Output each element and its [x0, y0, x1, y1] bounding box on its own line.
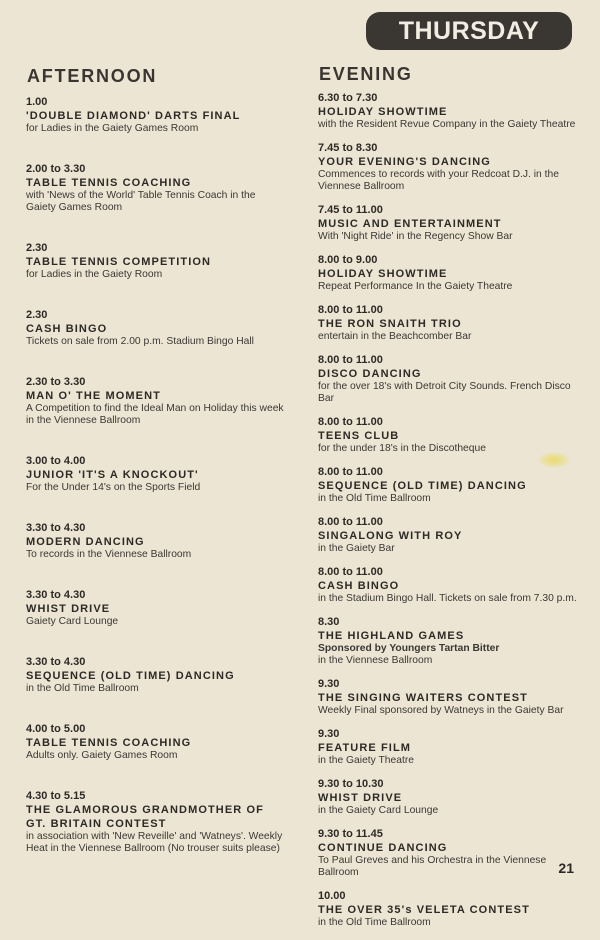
event-description: Gaiety Card Lounge: [26, 616, 119, 627]
event-title: MODERN DANCING: [26, 536, 145, 548]
evening-event: [318, 616, 583, 667]
event-title: TABLE TENNIS COMPETITION: [26, 256, 212, 268]
event-title: THE SINGING WAITERS CONTEST: [318, 692, 528, 704]
afternoon-column: [26, 96, 288, 883]
day-tab: THURSDAY: [366, 12, 572, 50]
event-description: With 'Night Ride' in the Regency Show Bar: [318, 231, 513, 242]
event-time: 2.30: [26, 309, 48, 321]
event-title: THE GLAMOROUS GRANDMOTHER OF GT. BRITAIN CONTEST: [26, 804, 264, 830]
evening-event: [318, 254, 583, 293]
yellow-stain: [538, 452, 570, 468]
event-title: 'DOUBLE DIAMOND' DARTS FINAL: [26, 110, 241, 122]
evening-event: [318, 354, 583, 405]
event-time: 8.00 to 11.00: [318, 416, 383, 428]
event-time: 3.30 to 4.30: [26, 656, 86, 668]
event-description: with the Resident Revue Company in the Gaiety Theatre: [318, 119, 576, 130]
event-title: TEENS CLUB: [318, 430, 400, 442]
event-title: WHIST DRIVE: [318, 792, 403, 804]
event-title: JUNIOR 'IT'S A KNOCKOUT': [26, 469, 199, 481]
event-time: 3.00 to 4.00: [26, 455, 86, 467]
afternoon-event: [26, 790, 288, 855]
event-title: SEQUENCE (OLD TIME) DANCING: [26, 670, 235, 682]
event-description: Commences to records with your Redcoat D.J. in the Viennese Ballroom: [318, 169, 559, 192]
event-time: 10.00: [318, 890, 346, 902]
event-description: For the Under 14's on the Sports Field: [26, 482, 201, 493]
event-time: 6.30 to 7.30: [318, 92, 378, 104]
event-description: for Ladies in the Gaiety Games Room: [26, 123, 199, 134]
evening-event: [318, 304, 583, 343]
event-time: 9.30 to 10.30: [318, 778, 384, 790]
event-title: THE OVER 35's VELETA CONTEST: [318, 904, 530, 916]
afternoon-heading: AFTERNOON: [27, 66, 158, 86]
afternoon-event: [26, 522, 288, 561]
event-title: MUSIC AND ENTERTAINMENT: [318, 218, 502, 230]
event-title: CASH BINGO: [318, 580, 400, 592]
event-time: 8.00 to 9.00: [318, 254, 378, 266]
event-time: 7.45 to 11.00: [318, 204, 383, 216]
event-description: in the Gaiety Theatre: [318, 755, 414, 766]
afternoon-event: [26, 455, 288, 494]
event-time: 4.00 to 5.00: [26, 723, 86, 735]
event-time: 9.30 to 11.45: [318, 828, 383, 840]
event-title: HOLIDAY SHOWTIME: [318, 268, 448, 280]
evening-event: [318, 516, 583, 555]
evening-event: [318, 416, 583, 455]
event-description: with 'News of the World' Table Tennis Coach in the Gaiety Games Room: [26, 190, 256, 213]
event-description: entertain in the Beachcomber Bar: [318, 331, 472, 342]
event-description: in the Old Time Ballroom: [318, 917, 431, 928]
evening-event: [318, 142, 583, 193]
event-description: Tickets on sale from 2.00 p.m. Stadium Bingo Hall: [26, 336, 254, 347]
event-title: TABLE TENNIS COACHING: [26, 737, 192, 749]
evening-heading: EVENING: [319, 64, 413, 84]
event-description: in the Stadium Bingo Hall. Tickets on sale from 7.30 p.m.: [318, 593, 577, 604]
event-time: 9.30: [318, 678, 340, 690]
evening-event: [318, 466, 583, 505]
event-title: FEATURE FILM: [318, 742, 412, 754]
event-description: in the Old Time Ballroom: [26, 683, 139, 694]
event-sponsor: Sponsored by Youngers Tartan Bitter: [318, 643, 500, 654]
event-title: MAN O' THE MOMENT: [26, 390, 161, 402]
event-time: 8.00 to 11.00: [318, 516, 383, 528]
event-time: 2.00 to 3.30: [26, 163, 86, 175]
event-title: THE HIGHLAND GAMES: [318, 630, 465, 642]
evening-event: [318, 778, 583, 817]
event-description: To Paul Greves and his Orchestra in the Viennese Ballroom: [318, 855, 547, 878]
event-description: Repeat Performance In the Gaiety Theatre: [318, 281, 513, 292]
event-time: 2.30: [26, 242, 48, 254]
evening-event: [318, 92, 583, 131]
event-time: 7.45 to 8.30: [318, 142, 378, 154]
afternoon-event: [26, 309, 288, 348]
evening-event: [318, 890, 583, 929]
page-number: 21: [558, 860, 574, 876]
event-time: 8.00 to 11.00: [318, 466, 383, 478]
event-description: To records in the Viennese Ballroom: [26, 549, 192, 560]
evening-event: [318, 828, 583, 879]
event-title: THE RON SNAITH TRIO: [318, 318, 462, 330]
afternoon-event: [26, 589, 288, 628]
event-time: 8.30: [318, 616, 340, 628]
event-time: 8.00 to 11.00: [318, 304, 383, 316]
event-description: Weekly Final sponsored by Watneys in the Gaiety Bar: [318, 705, 564, 716]
event-title: CASH BINGO: [26, 323, 108, 335]
event-title: WHIST DRIVE: [26, 603, 111, 615]
evening-event: [318, 728, 583, 767]
event-description: in the Viennese Ballroom: [318, 655, 433, 666]
event-description: in the Old Time Ballroom: [318, 493, 431, 504]
evening-event: [318, 204, 583, 243]
afternoon-event: [26, 163, 288, 214]
afternoon-event: [26, 96, 288, 135]
event-title: CONTINUE DANCING: [318, 842, 448, 854]
evening-event: [318, 566, 583, 605]
event-description: Adults only. Gaiety Games Room: [26, 750, 178, 761]
event-title: HOLIDAY SHOWTIME: [318, 106, 448, 118]
afternoon-event: [26, 242, 288, 281]
event-time: 8.00 to 11.00: [318, 566, 383, 578]
afternoon-event: [26, 723, 288, 762]
evening-event: [318, 678, 583, 717]
event-title: DISCO DANCING: [318, 368, 422, 380]
event-description: in the Gaiety Bar: [318, 543, 395, 554]
event-time: 8.00 to 11.00: [318, 354, 383, 366]
event-description: in the Gaiety Card Lounge: [318, 805, 439, 816]
event-description: A Competition to find the Ideal Man on Holiday this week in the Viennese Ballroom: [26, 403, 284, 426]
afternoon-event: [26, 656, 288, 695]
event-time: 3.30 to 4.30: [26, 522, 86, 534]
event-time: 4.30 to 5.15: [26, 790, 86, 802]
event-description: for the over 18's with Detroit City Sounds. French Disco Bar: [318, 381, 571, 404]
event-title: SEQUENCE (OLD TIME) DANCING: [318, 480, 527, 492]
event-description: in association with 'New Reveille' and 'Watneys'. Weekly Heat in the Viennese Ballroom (No trouser suits please): [26, 831, 283, 854]
event-title: TABLE TENNIS COACHING: [26, 177, 192, 189]
event-description: for the under 18's in the Discotheque: [318, 443, 486, 454]
event-time: 9.30: [318, 728, 340, 740]
event-time: 1.00: [26, 96, 48, 108]
event-title: SINGALONG WITH ROY: [318, 530, 463, 542]
event-time: 3.30 to 4.30: [26, 589, 86, 601]
evening-column: [318, 92, 583, 940]
event-time: 2.30 to 3.30: [26, 376, 86, 388]
afternoon-event: [26, 376, 288, 427]
event-description: for Ladies in the Gaiety Room: [26, 269, 163, 280]
event-title: YOUR EVENING'S DANCING: [318, 156, 491, 168]
